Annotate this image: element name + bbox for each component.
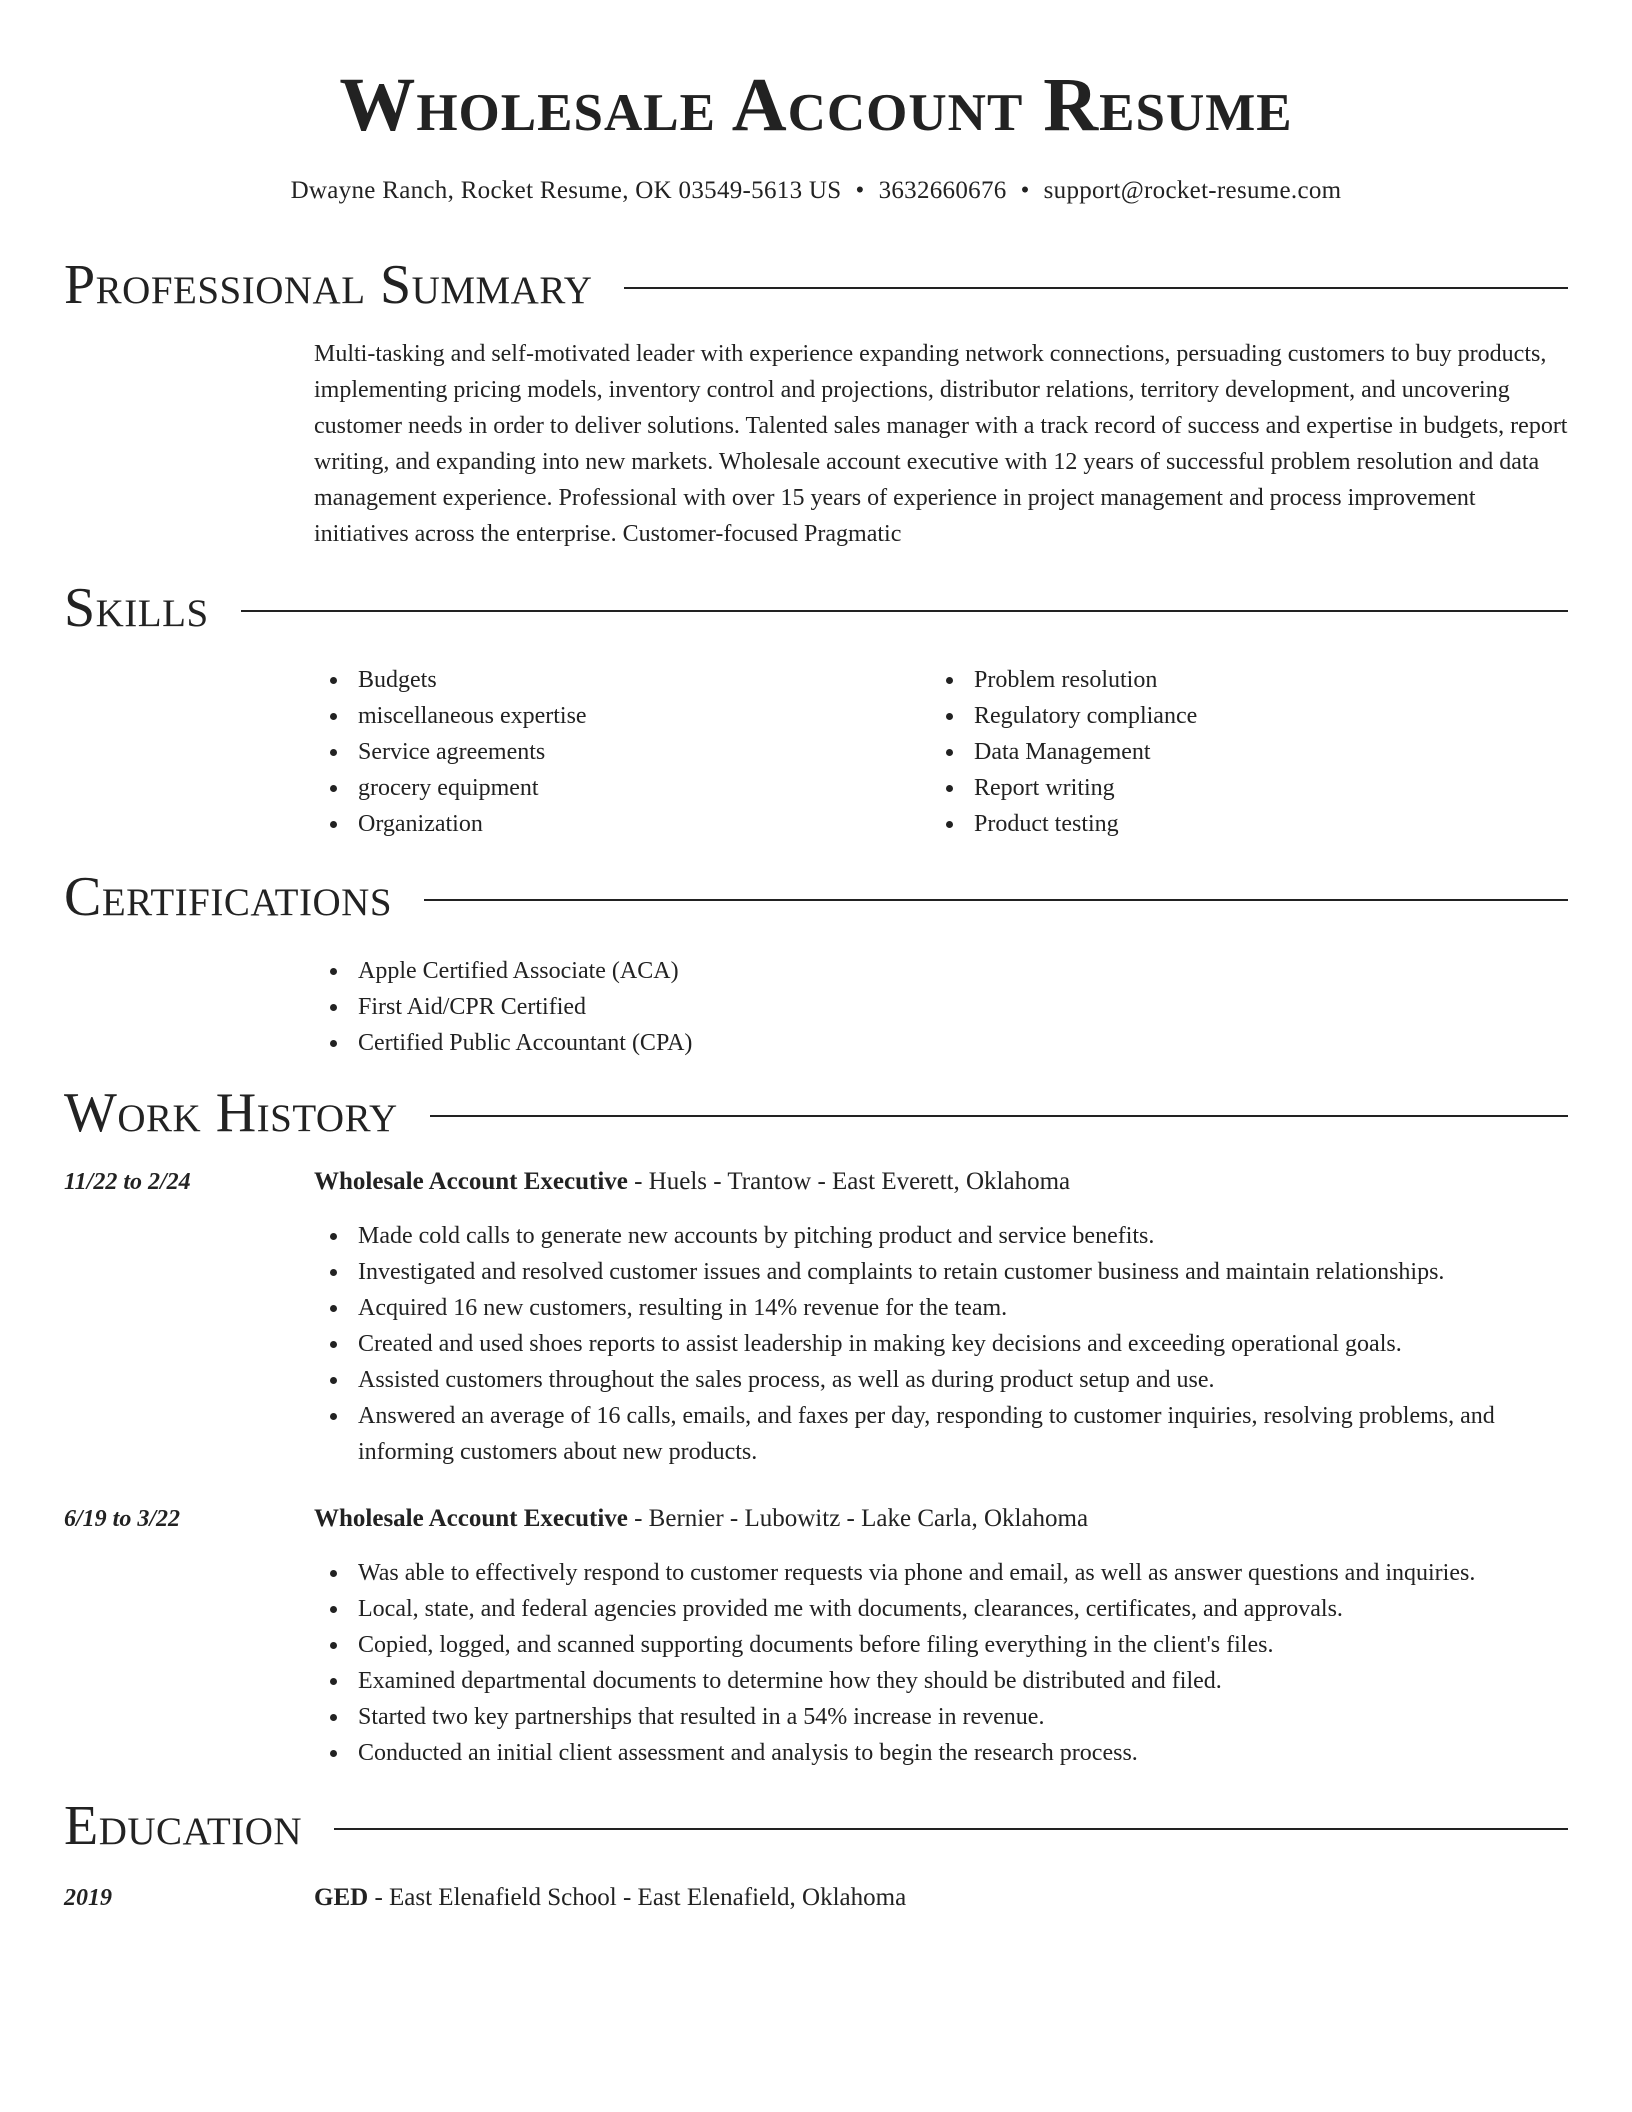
certification-item: Certified Public Accountant (CPA)	[314, 1025, 1314, 1061]
job-bullet-list	[314, 1555, 1568, 1771]
section-divider	[241, 610, 1568, 612]
job-bullet: Made cold calls to generate new accounts by pitching product and service benefits.	[314, 1218, 1568, 1254]
section-title: Education	[64, 1795, 303, 1857]
section-skills-header	[64, 573, 1568, 643]
certifications-list	[314, 953, 1314, 1061]
skill-item: Organization	[314, 806, 914, 842]
skill-item: Budgets	[314, 662, 914, 698]
job-bullet: Assisted customers throughout the sales process, as well as during product setup and use.	[314, 1362, 1568, 1398]
job-dates: 11/22 to 2/24	[64, 1169, 191, 1195]
section-title: Professional Summary	[64, 254, 593, 316]
skills-list-right	[930, 662, 1530, 842]
job-bullet: Local, state, and federal agencies provided me with documents, clearances, certificates, and approvals.	[314, 1591, 1568, 1627]
certification-item: First Aid/CPR Certified	[314, 989, 1314, 1025]
skill-item: Service agreements	[314, 734, 914, 770]
section-divider	[430, 1115, 1568, 1117]
skill-item: Product testing	[930, 806, 1530, 842]
contact-separator: •	[1020, 177, 1030, 204]
section-divider	[424, 899, 1568, 901]
skill-item: grocery equipment	[314, 770, 914, 806]
resume-title: Wholesale Account Resume	[339, 63, 1293, 147]
section-title: Skills	[64, 577, 209, 639]
job-bullet-list	[314, 1218, 1568, 1470]
job-bullet: Started two key partnerships that resulted in a 54% increase in revenue.	[314, 1699, 1568, 1735]
job-heading	[314, 1501, 1568, 1537]
skill-item: Regulatory compliance	[930, 698, 1530, 734]
skill-item: Report writing	[930, 770, 1530, 806]
section-summary-header	[64, 250, 1568, 320]
job-title: Wholesale Account Executive	[314, 1168, 628, 1195]
contact-line	[0, 174, 1632, 208]
education-degree: GED	[314, 1884, 369, 1911]
contact-phone[interactable]: 3632660676	[878, 177, 1007, 204]
section-divider	[334, 1828, 1568, 1830]
job-employer: - Bernier - Lubowitz - Lake Carla, Oklahoma	[627, 1505, 1089, 1532]
skills-list-left	[314, 662, 914, 842]
certification-item: Apple Certified Associate (ACA)	[314, 953, 1314, 989]
job-bullet: Acquired 16 new customers, resulting in 14% revenue for the team.	[314, 1290, 1568, 1326]
contact-address: Dwayne Ranch, Rocket Resume, OK 03549-5613 US	[290, 177, 842, 204]
job-title: Wholesale Account Executive	[314, 1505, 628, 1532]
skill-item: miscellaneous expertise	[314, 698, 914, 734]
job-bullet: Conducted an initial client assessment and analysis to begin the research process.	[314, 1735, 1568, 1771]
job-bullet: Answered an average of 16 calls, emails, and faxes per day, responding to customer inquiries, resolving problems, and informing customers about new products.	[314, 1398, 1568, 1470]
job-bullet: Examined departmental documents to determine how they should be distributed and filed.	[314, 1663, 1568, 1699]
summary-text: Multi-tasking and self-motivated leader with experience expanding network connections, persuading customers to buy products, implementing pricing models, inventory control and projections, distributor relations, territory development, and uncovering customer needs in order to deliver solutions. Talented sales manager with a track record of success and expertise in budgets, report writing, and expanding into new markets. Wholesale account executive with 12 years of successful problem resolution and data management experience. Professional with over 15 years of experience in project management and process improvement initiatives across the enterprise. Customer-focused Pragmatic	[314, 341, 1568, 547]
job-heading	[314, 1164, 1568, 1200]
job-bullet: Was able to effectively respond to customer requests via phone and email, as well as answer questions and inquiries.	[314, 1555, 1568, 1591]
job-employer: - Huels - Trantow - East Everett, Oklahoma	[627, 1168, 1071, 1195]
skill-item: Problem resolution	[930, 662, 1530, 698]
section-education-header	[64, 1791, 1568, 1861]
education-school: - East Elenafield School - East Elenafield, Oklahoma	[368, 1884, 907, 1911]
education-year: 2019	[64, 1885, 112, 1911]
contact-email[interactable]: support@rocket-resume.com	[1043, 177, 1342, 204]
job-bullet: Created and used shoes reports to assist leadership in making key decisions and exceeding operational goals.	[314, 1326, 1568, 1362]
job-bullet: Copied, logged, and scanned supporting documents before filing everything in the client's files.	[314, 1627, 1568, 1663]
section-title: Work History	[64, 1082, 398, 1144]
skill-item: Data Management	[930, 734, 1530, 770]
education-entry	[314, 1880, 1568, 1916]
section-certifications-header	[64, 862, 1568, 932]
section-divider	[624, 287, 1568, 289]
job-dates: 6/19 to 3/22	[64, 1506, 181, 1532]
section-work-history-header	[64, 1078, 1568, 1148]
job-bullet: Investigated and resolved customer issues and complaints to retain customer business and maintain relationships.	[314, 1254, 1568, 1290]
section-title: Certifications	[64, 866, 393, 928]
contact-separator: •	[855, 177, 865, 204]
